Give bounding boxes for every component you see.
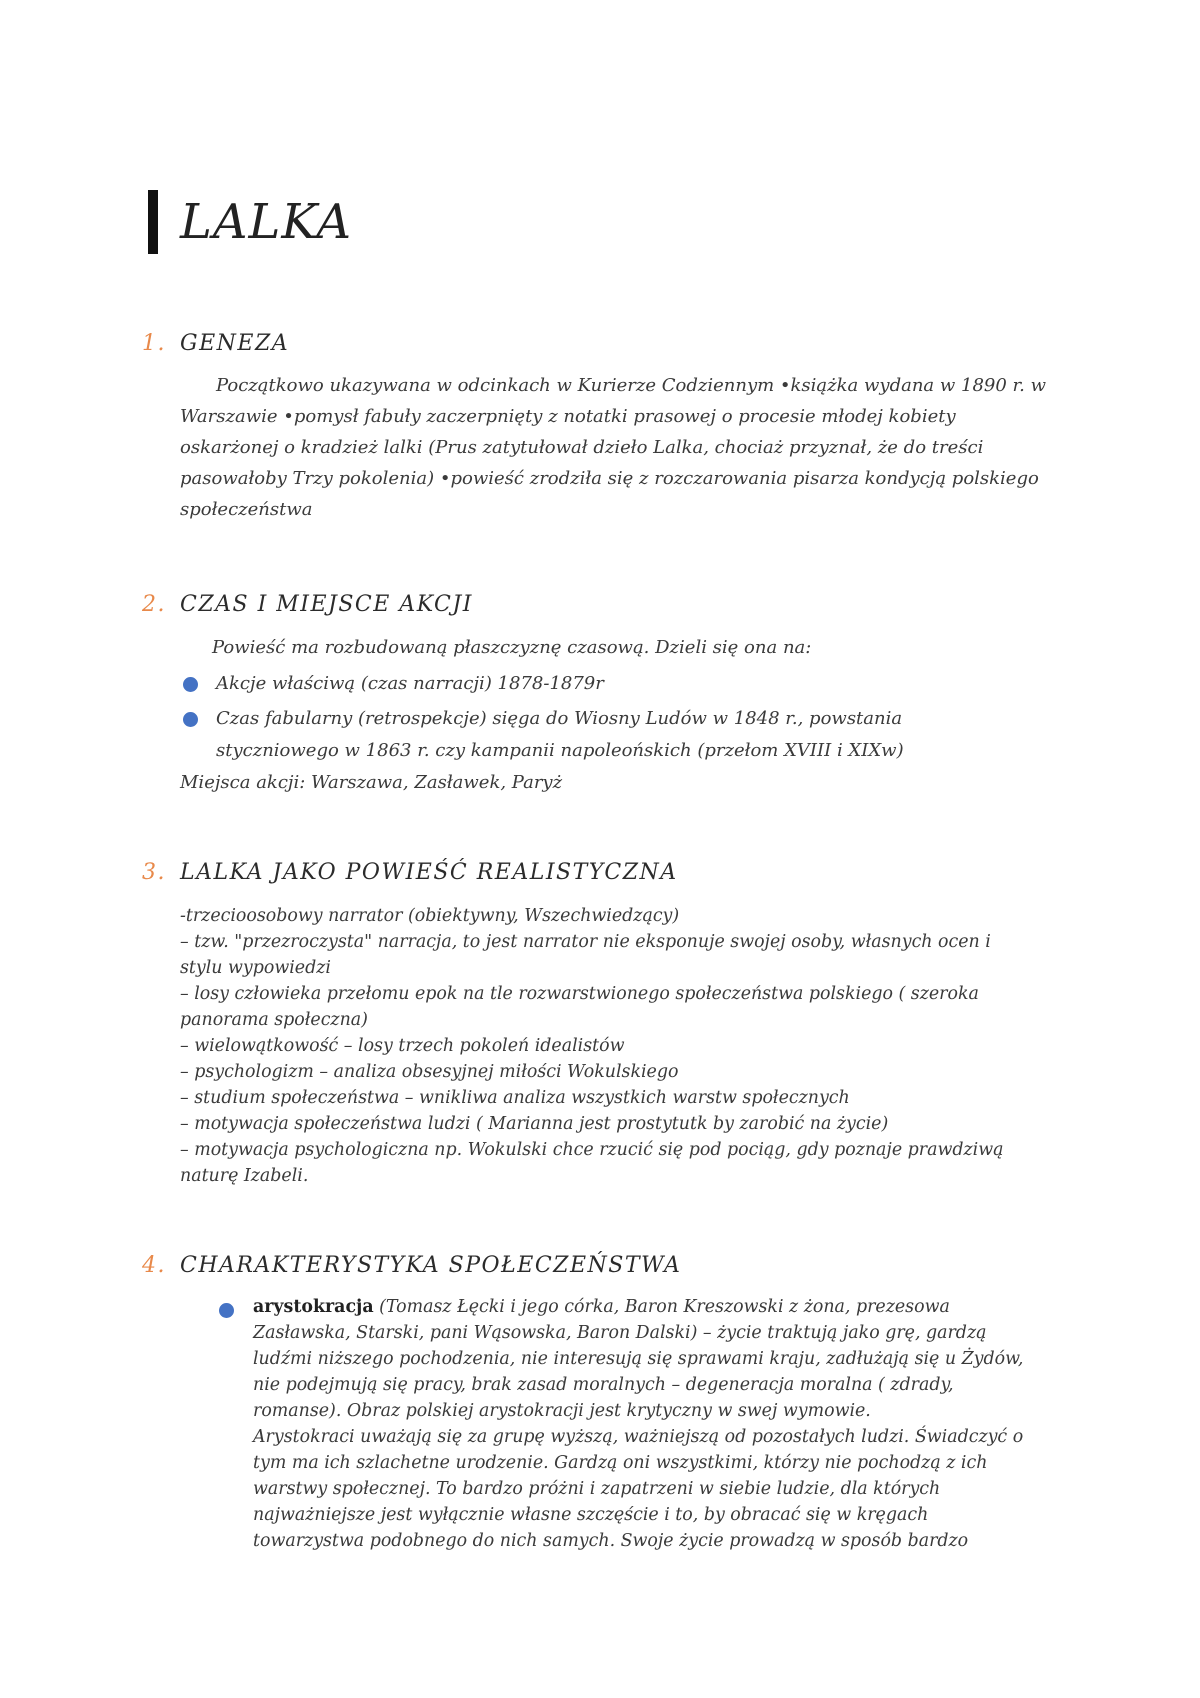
bullet-item [216,703,904,767]
text-line: panorama społeczna) [180,1010,368,1030]
text-line: najważniejsze jest wyłącznie własne szczęście i to, by obracać się w kręgach [253,1505,929,1525]
text-line: Arystokraci uważają się za grupę wyższą, ważniejszą od pozostałych ludzi. Świadczyć o [253,1427,1024,1447]
text-line: towarzystwa podobnego do nich samych. Swoje życie prowadzą w sposób bardzo [253,1531,969,1551]
text-line: – wielowątkowość – losy trzech pokoleń idealistów [180,1036,625,1056]
document-title-block [148,190,352,254]
text-line: – losy człowieka przełomu epok na tle rozwarstwionego społeczeństwa polskiego ( szeroka [180,984,979,1004]
text-line: pasowałoby Trzy pokolenia) •powieść zrodziła się z rozczarowania pisarza kondycją polskiego [180,468,1039,489]
section-heading-geneza [142,331,289,356]
places-line: Miejsca akcji: Warszawa, Zasławek, Paryż [180,772,563,793]
text-line: społeczeństwa [180,499,313,520]
document-title: LALKA [180,194,352,250]
bullet-dot-icon [219,1303,234,1318]
text-line: tym ma ich szlachetne urodzenie. Gardzą oni wszystkimi, którzy nie pochodzą z ich [253,1453,988,1473]
text-line: – psychologizm – analiza obsesyjnej miłości Wokulskiego [180,1062,679,1082]
text-line: stylu wypowiedzi [180,958,331,978]
text-line: Czas fabularny (retrospekcje) sięga do Wiosny Ludów w 1848 r., powstania [216,708,903,729]
section-body-geneza [180,370,1080,525]
text-line: naturę Izabeli. [180,1166,309,1186]
section-number: 2. [142,592,166,617]
text-line: Warszawie •pomysł fabuły zaczerpnięty z notatki prasowej o procesie młodej kobiety [180,406,956,427]
section-title: GENEZA [180,331,290,356]
text-line: -trzecioosobowy narrator (obiektywny, Wszechwiedzący) [180,906,680,926]
text-line: ludźmi niższego pochodzenia, nie interesują się sprawami kraju, zadłużają się u Żydów, [253,1349,1024,1369]
section-number: 4. [142,1253,166,1278]
term-description: (Tomasz Łęcki i jego córka, Baron Kreszowski z żona, prezesowa [373,1297,950,1317]
section-heading-czas-miejsce [142,592,473,617]
text-line: styczniowego w 1863 r. czy kampanii napoleońskich (przełom XVIII i XIXw) [216,740,904,761]
term-arystokracja: arystokracja [253,1297,374,1317]
text-line: – studium społeczeństwa – wnikliwa analiza wszystkich warstw społecznych [180,1088,850,1108]
text-line: Zasławska, Starski, pani Wąsowska, Baron Dalski) – życie traktują jako grę, gardzą [253,1323,987,1343]
section-title: LALKA JAKO POWIEŚĆ REALISTYCZNA [180,860,678,885]
section-number: 1. [142,331,166,356]
text-line: Początkowo ukazywana w odcinkach w Kurierze Codziennym •książka wydana w 1890 r. w [216,375,1047,396]
text-line: oskarżonej o kradzież lalki (Prus zatytułował dzieło Lalka, chociaż przyznał, że do treści [180,437,984,458]
section-title: CZAS I MIEJSCE AKCJI [180,592,473,617]
bullet-dot-icon [183,712,198,727]
section-intro: Powieść ma rozbudowaną płaszczyznę czasową. Dzieli się ona na: [212,637,812,658]
section-heading-realistyczna [142,860,678,885]
text-line [253,1294,1083,1320]
text-line: – motywacja psychologiczna np. Wokulski chce rzucić się pod pociąg, gdy poznaje prawdziwą [180,1140,1004,1160]
text-line: – motywacja społeczeństwa ludzi ( Marianna jest prostytutk by zarobić na życie) [180,1114,889,1134]
text-line: – tzw. "przezroczysta" narracja, to jest narrator nie eksponuje swojej osoby, własnych ocen i [180,932,991,952]
text-line: warstwy społecznej. To bardzo próżni i zapatrzeni w siebie ludzie, dla których [253,1479,941,1499]
section-heading-spoleczenstwo [142,1253,681,1278]
section-number: 3. [142,860,166,885]
bullet-dot-icon [183,677,198,692]
text-line: nie podejmują się pracy, brak zasad moralnych – degeneracja moralna ( zdrady, [253,1375,954,1395]
text-line: romanse). Obraz polskiej arystokracji jest krytyczny w swej wymowie. [253,1401,871,1421]
section-body-spoleczenstwo [253,1294,1083,1554]
bullet-item: Akcje właściwą (czas narracji) 1878-1879r [216,673,604,694]
section-body-realistyczna [180,903,1080,1189]
section-title: CHARAKTERYSTYKA SPOŁECZEŃSTWA [180,1253,682,1278]
title-accent-bar [148,190,158,254]
